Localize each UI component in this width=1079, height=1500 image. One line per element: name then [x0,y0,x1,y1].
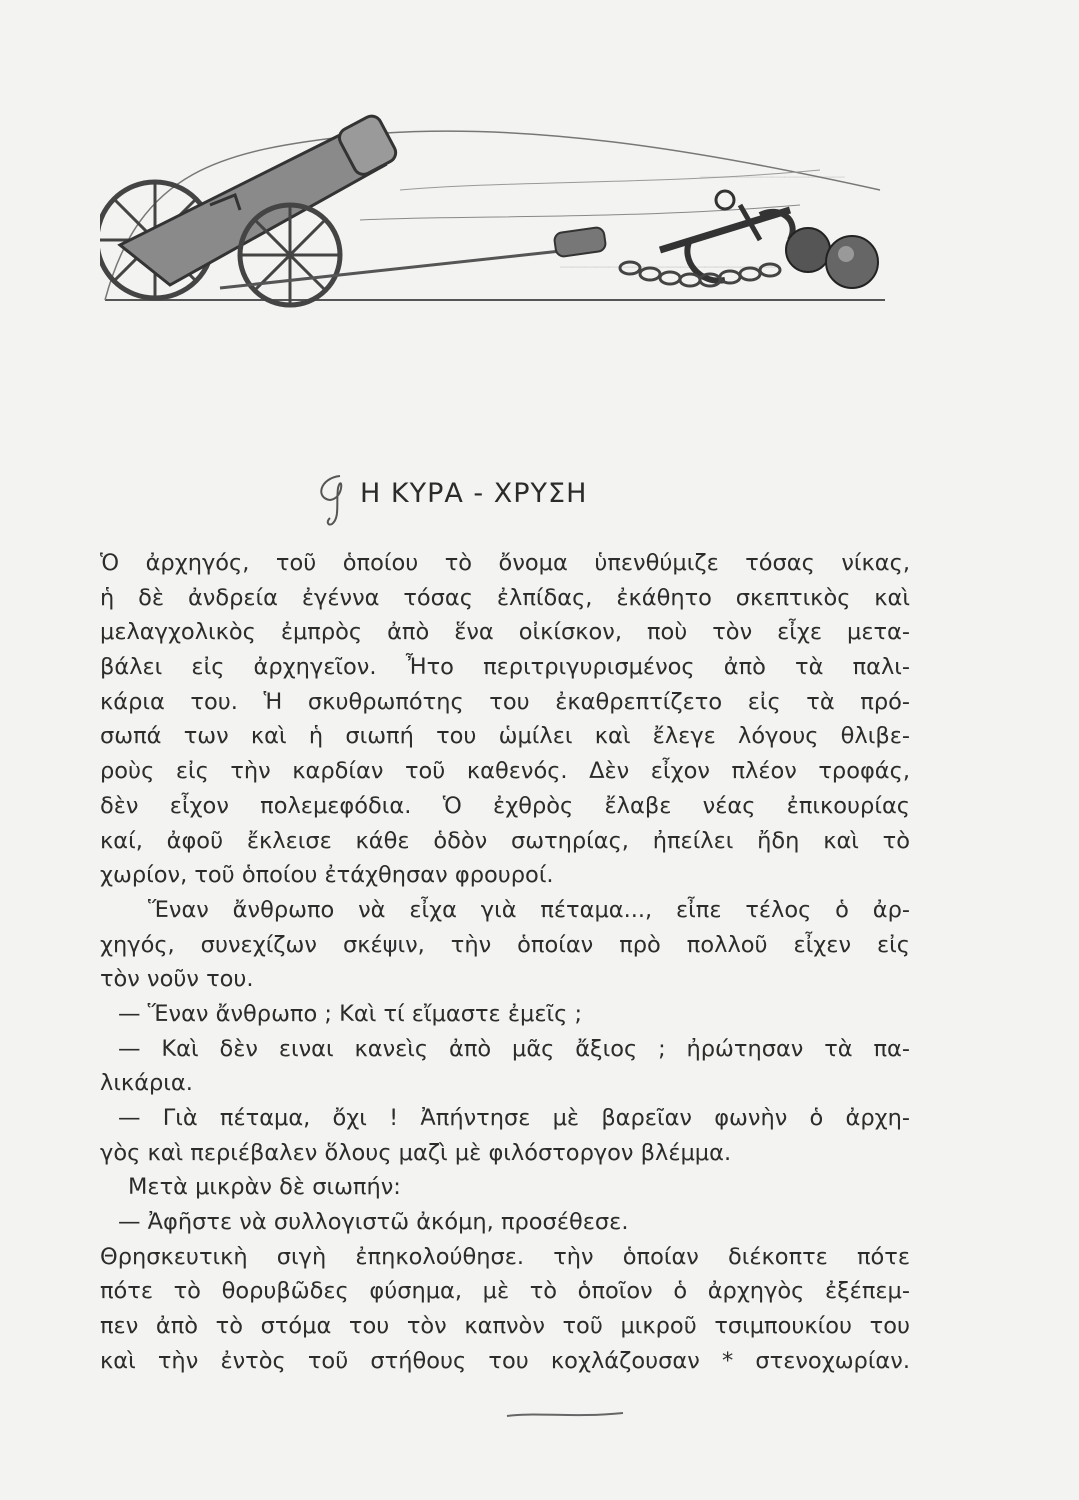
text-line: σωπά των καὶ ἡ σιωπή του ὡμίλει καὶ ἔλεγε λόγους θλιβε- [100,723,910,750]
chapter-header-illustration [100,110,890,320]
text-line: — Ἕναν ἄνθρωπο ; Καὶ τί εἴμαστε ἐμεῖς ; [118,1000,583,1027]
pencil-annotation-icon [310,468,350,528]
text-line: χωρίον, τοῦ ὁποίου ἐτάχθησαν φρουροί. [100,862,554,889]
bleed-through: ──────────── [700,165,845,189]
text-line: — Καὶ δὲν ειναι κανεὶς ἀπὸ μᾶς ἄξιος ; ἠρώτησαν τὰ πα- [118,1035,910,1062]
anchor-icon [660,191,793,281]
cannon-icon [100,113,399,305]
text-line: — Ἀφῆστε νὰ συλλογιστῶ ἀκόμη, προσέθεσε. [118,1209,629,1236]
text-line: καὶ τὴν ἐντὸς τοῦ στήθους του κοχλάζουσαν * στενοχωρίαν. [100,1347,910,1374]
bleed-through: ────────────────── [560,255,777,279]
text-line: — Γιὰ πέταμα, ὄχι ! Ἀπήντησε μὲ βαρεῖαν φωνὴν ὁ ἀρχη- [118,1105,910,1131]
text-line: πότε τὸ θορυβῶδες φύσημα, μὲ τὸ ὁποῖον ὁ ἀρχηγὸς ἐξέπεμ- [100,1278,910,1305]
text-line: Ὁ ἀρχηγός, τοῦ ὁποίου τὸ ὄνομα ὑπενθύμιζε τόσας νίκας, [100,550,910,576]
text-line: Θρησκευτικὴ σιγὴ ἐπηκολούθησε. τὴν ὁποίαν διέκοπτε πότε [100,1243,910,1270]
pencil-underline [505,1408,625,1420]
text-line: Ἕναν ἄνθρωπο νὰ εἶχα γιὰ πέταμα..., εἶπε τέλος ὁ ἀρ- [148,896,910,923]
text-line: λικάρια. [100,1070,193,1097]
text-line: χηγός, συνεχίζων σκέψιν, τὴν ὁποίαν πρὸ πολλοῦ εἶχεν εἰς [100,931,910,958]
text-line: καί, ἀφοῦ ἔκλεισε κάθε ὁδὸν σωτηρίας, ἠπείλει ἤδη καὶ τὸ [100,827,910,854]
text-line: πεν ἀπὸ τὸ στόμα του τὸν καπνὸν τοῦ μικροῦ τσιμπουκίου του [100,1313,910,1340]
text-line: ἡ δὲ ἀνδρεία ἐγέννα τόσας ἐλπίδας, ἐκάθητο σκεπτικὸς καὶ [100,584,910,611]
text-line: τὸν νοῦν του. [100,966,254,993]
rammer-icon [220,227,606,288]
text-line: δὲν εἶχον πολεμεφόδια. Ὁ ἐχθρὸς ἔλαβε νέας ἐπικουρίας [100,792,910,819]
text-line: ροὺς εἰς τὴν καρδίαν τοῦ καθενός. Δὲν εἶχον πλέον τροφάς, [100,758,910,785]
text-line: Μετὰ μικρὰν δὲ σιωπήν: [128,1174,401,1201]
body-text [100,546,910,1379]
text-line: μελαγχολικὸς ἐμπρὸς ἀπὸ ἕνα οἰκίσκον, ποὺ τὸν εἶχε μετα- [100,619,910,646]
text-line: κάρια του. Ἡ σκυθρωπότης του ἐκαθρεπτίζετο εἰς τὰ πρό- [100,688,910,715]
cannonball-icon [786,228,878,288]
text-line: γὸς καὶ περιέβαλεν ὅλους μαζὶ μὲ φιλόστοργον βλέμμα. [100,1139,732,1166]
chapter-title: Η ΚΥΡΑ - ΧΡΥΣΗ [360,478,588,509]
text-line: βάλει εἰς ἀρχηγεῖον. Ἦτο περιτριγυρισμένος ἀπὸ τὰ παλι- [100,654,910,681]
